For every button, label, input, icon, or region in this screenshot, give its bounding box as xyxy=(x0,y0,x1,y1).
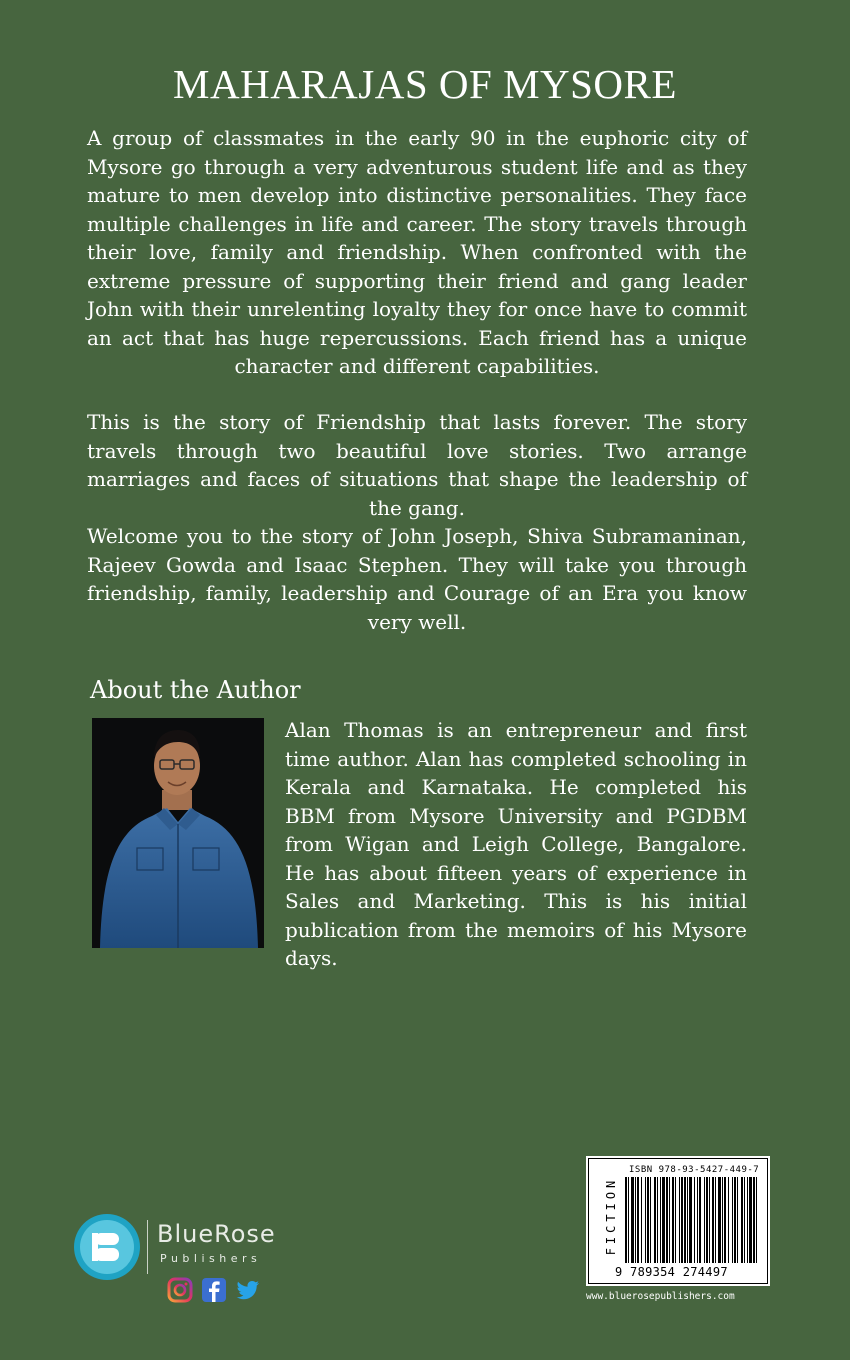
book-title: MAHARAJAS OF MYSORE xyxy=(173,61,677,107)
author-bio: Alan Thomas is an entrepreneur and first time author. Alan has completed schooling in Kerala and Karnataka. He completed his BBM from Mysore University and PGDBM from Wigan and Leigh College, Bangalore. He has about fifteen years of experience in Sales and Marketing. This is his initial publication from the memoirs of his Mysore days. xyxy=(285,718,747,970)
blurb-paragraph-1: A group of classmates in the early 90 in the euphoric city of Mysore go through a very adventurous student life and as they mature to men develop into distinctive personalities. They face multiple challenges in life and career. The story travels through their love, family and friendship. When confronted with the extreme pressure of supporting their friend and gang leader John with their unrelenting loyalty they for once have to commit an act that has huge repercussions. Each friend has a unique character and different capabilities. xyxy=(87,126,747,378)
barcode-number: 9 789354 274497 xyxy=(615,1265,728,1279)
genre-label: FICTION xyxy=(604,1176,618,1256)
author-photo xyxy=(92,718,264,948)
barcode-frame xyxy=(588,1158,768,1284)
isbn-label: ISBN 978-93-5427-449-7 xyxy=(629,1165,760,1175)
publisher-website[interactable]: www.bluerosepublishers.com xyxy=(586,1291,735,1302)
blurb-paragraph-2: This is the story of Friendship that lasts forever. The story travels through two beautiful love stories. Two arrange marriages and faces of situations that shape the leadership of the gang. xyxy=(87,410,747,520)
blurb-paragraph-3: Welcome you to the story of John Joseph, Shiva Subramaninan, Rajeev Gowda and Isaac Stephen. They will take you through friendship, family, leadership and Courage of an Era you know very well. xyxy=(87,524,747,634)
barcode-icon xyxy=(625,1177,761,1265)
publisher-subtitle: Publishers xyxy=(160,1252,262,1265)
about-author-heading: About the Author xyxy=(90,676,301,704)
publisher-logo[interactable] xyxy=(72,1212,302,1282)
instagram-icon[interactable] xyxy=(167,1277,193,1303)
publisher-name: BlueRose xyxy=(157,1220,276,1248)
barcode-block xyxy=(586,1156,770,1286)
twitter-icon[interactable] xyxy=(235,1277,261,1303)
bluerose-logo-icon xyxy=(72,1212,142,1282)
logo-divider xyxy=(147,1220,148,1274)
social-icons xyxy=(167,1277,267,1305)
facebook-icon[interactable] xyxy=(201,1277,227,1303)
